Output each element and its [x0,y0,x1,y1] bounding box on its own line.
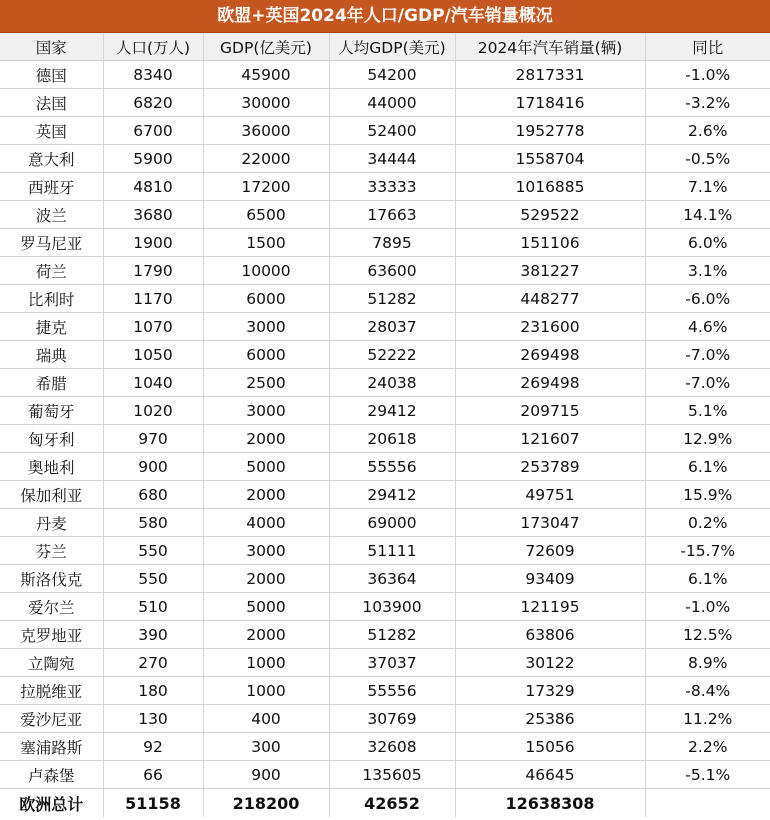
cell-gdp[interactable]: 1000 [203,649,329,677]
table-row [0,369,770,397]
cell-car-sales[interactable]: 121607 [455,425,645,453]
cell-country[interactable]: 德国 [0,61,103,89]
cell-gdp[interactable]: 22000 [203,145,329,173]
cell-gdp[interactable]: 6500 [203,201,329,229]
cell-gdp-per-capita[interactable]: 24038 [329,369,455,397]
cell-yoy[interactable]: 6.0% [645,229,770,257]
cell-yoy[interactable]: -1.0% [645,61,770,89]
cell-population[interactable]: 1050 [103,341,203,369]
table-row [0,509,770,537]
cell-yoy[interactable]: -1.0% [645,593,770,621]
cell-country[interactable]: 爱沙尼亚 [0,705,103,733]
cell-country[interactable]: 比利时 [0,285,103,313]
cell-yoy[interactable]: 12.5% [645,621,770,649]
cell-car-sales[interactable]: 25386 [455,705,645,733]
cell-car-sales[interactable]: 381227 [455,257,645,285]
table-row [0,537,770,565]
cell-population[interactable]: 970 [103,425,203,453]
cell-yoy[interactable]: 3.1% [645,257,770,285]
cell-car-sales[interactable]: 253789 [455,453,645,481]
cell-country[interactable]: 捷克 [0,313,103,341]
cell-country[interactable]: 波兰 [0,201,103,229]
cell-gdp[interactable]: 3000 [203,537,329,565]
cell-gdp-per-capita[interactable]: 30769 [329,705,455,733]
cell-population[interactable]: 1040 [103,369,203,397]
cell-car-sales[interactable]: 63806 [455,621,645,649]
cell-country[interactable]: 英国 [0,117,103,145]
cell-gdp-per-capita[interactable]: 28037 [329,313,455,341]
table-body [0,61,770,789]
cell-country[interactable]: 瑞典 [0,341,103,369]
cell-country[interactable]: 塞浦路斯 [0,733,103,761]
cell-country[interactable]: 奥地利 [0,453,103,481]
cell-country[interactable]: 意大利 [0,145,103,173]
table-row [0,341,770,369]
cell-population[interactable]: 550 [103,565,203,593]
cell-gdp-per-capita[interactable]: 55556 [329,453,455,481]
cell-yoy[interactable]: 15.9% [645,481,770,509]
cell-gdp-per-capita[interactable]: 103900 [329,593,455,621]
cell-yoy[interactable]: 8.9% [645,649,770,677]
cell-gdp-per-capita[interactable]: 37037 [329,649,455,677]
cell-car-sales[interactable]: 151106 [455,229,645,257]
cell-yoy[interactable]: 6.1% [645,565,770,593]
cell-gdp-per-capita[interactable]: 44000 [329,89,455,117]
cell-car-sales[interactable]: 30122 [455,649,645,677]
cell-car-sales[interactable]: 46645 [455,761,645,789]
table-row [0,257,770,285]
cell-population[interactable]: 92 [103,733,203,761]
cell-country[interactable]: 爱尔兰 [0,593,103,621]
cell-yoy[interactable]: -3.2% [645,89,770,117]
cell-population[interactable]: 6700 [103,117,203,145]
table-row [0,201,770,229]
cell-car-sales[interactable]: 529522 [455,201,645,229]
cell-country[interactable]: 西班牙 [0,173,103,201]
table-row [0,313,770,341]
cell-yoy[interactable]: -7.0% [645,369,770,397]
cell-gdp[interactable]: 2000 [203,425,329,453]
cell-country[interactable]: 法国 [0,89,103,117]
table-row [0,621,770,649]
cell-population[interactable]: 580 [103,509,203,537]
cell-car-sales[interactable]: 448277 [455,285,645,313]
cell-gdp-per-capita[interactable]: 135605 [329,761,455,789]
cell-gdp-per-capita[interactable]: 52222 [329,341,455,369]
cell-gdp-per-capita[interactable]: 51282 [329,285,455,313]
cell-gdp[interactable]: 2000 [203,621,329,649]
cell-gdp-per-capita[interactable]: 32608 [329,733,455,761]
cell-car-sales[interactable]: 1016885 [455,173,645,201]
cell-gdp[interactable]: 30000 [203,89,329,117]
cell-country[interactable]: 芬兰 [0,537,103,565]
cell-yoy[interactable]: 2.2% [645,733,770,761]
cell-gdp-per-capita[interactable]: 17663 [329,201,455,229]
header-country[interactable]: 国家 [0,33,103,61]
cell-gdp[interactable]: 300 [203,733,329,761]
table-row [0,397,770,425]
cell-car-sales[interactable]: 1558704 [455,145,645,173]
table-row [0,593,770,621]
cell-yoy[interactable]: 11.2% [645,705,770,733]
cell-gdp[interactable]: 5000 [203,453,329,481]
cell-population[interactable]: 390 [103,621,203,649]
cell-car-sales[interactable]: 209715 [455,397,645,425]
cell-country[interactable]: 拉脱维亚 [0,677,103,705]
cell-population[interactable]: 1790 [103,257,203,285]
cell-population[interactable]: 270 [103,649,203,677]
cell-population[interactable]: 1070 [103,313,203,341]
cell-yoy[interactable]: -5.1% [645,761,770,789]
cell-gdp-per-capita[interactable]: 55556 [329,677,455,705]
cell-population[interactable]: 8340 [103,61,203,89]
cell-car-sales[interactable]: 231600 [455,313,645,341]
cell-car-sales[interactable]: 17329 [455,677,645,705]
cell-population[interactable]: 900 [103,453,203,481]
cell-population[interactable]: 1900 [103,229,203,257]
cell-car-sales[interactable]: 2817331 [455,61,645,89]
cell-country[interactable]: 荷兰 [0,257,103,285]
cell-gdp-per-capita[interactable]: 7895 [329,229,455,257]
cell-gdp[interactable]: 10000 [203,257,329,285]
total-gdp-per-capita[interactable]: 42652 [329,789,455,818]
cell-yoy[interactable]: 12.9% [645,425,770,453]
cell-car-sales[interactable]: 173047 [455,509,645,537]
cell-yoy[interactable]: 14.1% [645,201,770,229]
cell-gdp[interactable]: 3000 [203,397,329,425]
cell-yoy[interactable]: 7.1% [645,173,770,201]
table-row [0,649,770,677]
cell-population[interactable]: 680 [103,481,203,509]
cell-gdp[interactable]: 900 [203,761,329,789]
total-population[interactable]: 51158 [103,789,203,818]
table-row [0,145,770,173]
cell-gdp[interactable]: 45900 [203,61,329,89]
total-label[interactable]: 欧洲总计 [0,789,103,818]
cell-car-sales[interactable]: 121195 [455,593,645,621]
cell-population[interactable]: 4810 [103,173,203,201]
cell-population[interactable]: 130 [103,705,203,733]
cell-car-sales[interactable]: 15056 [455,733,645,761]
header-car-sales[interactable]: 2024年汽车销量(辆) [455,33,645,61]
cell-country[interactable]: 希腊 [0,369,103,397]
cell-country[interactable]: 罗马尼亚 [0,229,103,257]
cell-gdp[interactable]: 1000 [203,677,329,705]
cell-gdp[interactable]: 2000 [203,565,329,593]
cell-gdp[interactable]: 5000 [203,593,329,621]
cell-gdp-per-capita[interactable]: 20618 [329,425,455,453]
table-row [0,285,770,313]
cell-gdp-per-capita[interactable]: 29412 [329,481,455,509]
cell-gdp[interactable]: 1500 [203,229,329,257]
table-row [0,425,770,453]
cell-population[interactable]: 1170 [103,285,203,313]
table-row [0,61,770,89]
cell-yoy[interactable]: -15.7% [645,537,770,565]
cell-population[interactable]: 1020 [103,397,203,425]
cell-gdp-per-capita[interactable]: 63600 [329,257,455,285]
header-yoy[interactable]: 同比 [645,33,770,61]
cell-yoy[interactable]: 2.6% [645,117,770,145]
cell-population[interactable]: 6820 [103,89,203,117]
table-row [0,733,770,761]
cell-car-sales[interactable]: 269498 [455,341,645,369]
total-yoy[interactable] [645,789,770,818]
header-row [0,33,770,61]
cell-car-sales[interactable]: 49751 [455,481,645,509]
cell-country[interactable]: 匈牙利 [0,425,103,453]
total-row [0,789,770,818]
cell-gdp[interactable]: 6000 [203,341,329,369]
cell-gdp[interactable]: 3000 [203,313,329,341]
cell-gdp[interactable]: 36000 [203,117,329,145]
total-gdp[interactable]: 218200 [203,789,329,818]
cell-yoy[interactable]: -7.0% [645,341,770,369]
cell-country[interactable]: 斯洛伐克 [0,565,103,593]
cell-gdp-per-capita[interactable]: 36364 [329,565,455,593]
table-row [0,565,770,593]
cell-gdp-per-capita[interactable]: 52400 [329,117,455,145]
table-row [0,453,770,481]
cell-car-sales[interactable]: 269498 [455,369,645,397]
cell-car-sales[interactable]: 1718416 [455,89,645,117]
header-gdp-per-capita[interactable]: 人均GDP(美元) [329,33,455,61]
cell-country[interactable]: 克罗地亚 [0,621,103,649]
cell-country[interactable]: 立陶宛 [0,649,103,677]
table-row [0,117,770,145]
table-row [0,229,770,257]
cell-gdp[interactable]: 6000 [203,285,329,313]
header-gdp[interactable]: GDP(亿美元) [203,33,329,61]
cell-country[interactable]: 保加利亚 [0,481,103,509]
table-title: 欧盟+英国2024年人口/GDP/汽车销量概况 [0,0,770,33]
cell-gdp-per-capita[interactable]: 54200 [329,61,455,89]
total-car-sales[interactable]: 12638308 [455,789,645,818]
cell-population[interactable]: 180 [103,677,203,705]
cell-country[interactable]: 卢森堡 [0,761,103,789]
data-table [0,33,770,817]
header-population[interactable]: 人口(万人) [103,33,203,61]
cell-gdp-per-capita[interactable]: 51282 [329,621,455,649]
cell-yoy[interactable]: -6.0% [645,285,770,313]
cell-yoy[interactable]: 4.6% [645,313,770,341]
cell-gdp[interactable]: 4000 [203,509,329,537]
cell-gdp[interactable]: 400 [203,705,329,733]
cell-gdp-per-capita[interactable]: 29412 [329,397,455,425]
table-row [0,705,770,733]
cell-gdp-per-capita[interactable]: 51111 [329,537,455,565]
cell-car-sales[interactable]: 93409 [455,565,645,593]
cell-yoy[interactable]: -8.4% [645,677,770,705]
cell-yoy[interactable]: 0.2% [645,509,770,537]
table-row [0,677,770,705]
cell-population[interactable]: 66 [103,761,203,789]
table-row [0,89,770,117]
cell-car-sales[interactable]: 72609 [455,537,645,565]
cell-gdp-per-capita[interactable]: 69000 [329,509,455,537]
cell-gdp-per-capita[interactable]: 34444 [329,145,455,173]
cell-gdp[interactable]: 2000 [203,481,329,509]
table-row [0,173,770,201]
cell-gdp-per-capita[interactable]: 33333 [329,173,455,201]
table-row [0,761,770,789]
cell-gdp[interactable]: 2500 [203,369,329,397]
cell-car-sales[interactable]: 1952778 [455,117,645,145]
cell-yoy[interactable]: -0.5% [645,145,770,173]
cell-population[interactable]: 5900 [103,145,203,173]
table-row [0,481,770,509]
cell-yoy[interactable]: 5.1% [645,397,770,425]
cell-yoy[interactable]: 6.1% [645,453,770,481]
cell-population[interactable]: 510 [103,593,203,621]
cell-country[interactable]: 葡萄牙 [0,397,103,425]
cell-gdp[interactable]: 17200 [203,173,329,201]
cell-population[interactable]: 550 [103,537,203,565]
cell-population[interactable]: 3680 [103,201,203,229]
cell-country[interactable]: 丹麦 [0,509,103,537]
